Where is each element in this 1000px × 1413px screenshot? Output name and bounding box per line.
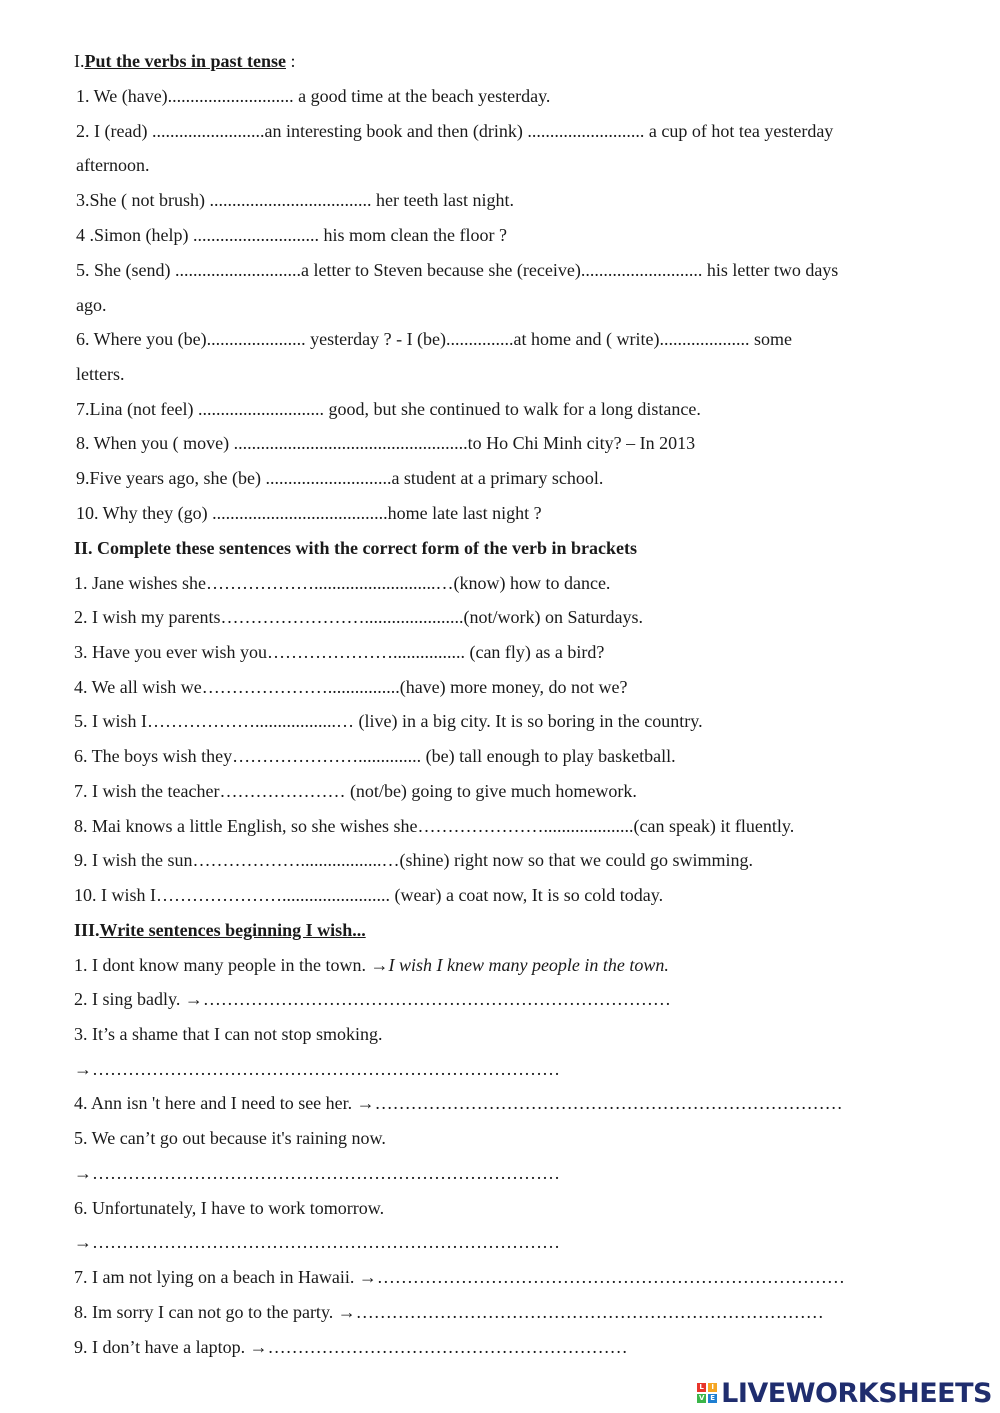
section1-line-5-cont: ago. [76,295,107,315]
section1-line-6: 6. Where you (be)...................... yesterday ? - I (be)...............at home and ( write).................... some [76,329,792,349]
section1-line-9: 9.Five years ago, she (be) ............................a student at a primary school. [76,468,604,488]
arrow-icon: → [370,955,389,975]
section3-line-5-answer: →…………………………………………………………………… [74,1163,560,1183]
section1-line-5: 5. She (send) ............................a letter to Steven because she (receive)........................... his letter two days [76,260,839,280]
section3-example [74,954,954,978]
section1-line-7: 7.Lina (not feel) ............................ good, but she continued to walk for a long distance. [76,399,701,419]
section3-example-prompt: 1. I dont know many people in the town. [74,955,371,975]
section1-heading [74,50,954,74]
section3-line-7: 7. I am not lying on a beach in Hawaii. →…………………………………………………………………… [74,1267,845,1287]
logo-cell-v: V [698,1394,705,1402]
section2-line-4: 4. We all wish we…………………................(have) more money, do not we? [74,677,628,697]
section1-line-2-cont: afternoon. [76,155,150,175]
liveworksheets-logo-icon [697,1383,717,1403]
section2-line-7: 7. I wish the teacher………………… (not/be) going to give much homework. [74,781,637,801]
section1-line-10: 10. Why they (go) .......................................home late last night ? [76,503,542,523]
section3-line-3: 3. It’s a shame that I can not stop smoking. [74,1024,383,1044]
section3-title: Write sentences beginning I wish... [99,920,366,940]
section3-line-5: 5. We can’t go out because it's raining now. [74,1128,386,1148]
section2-title: II. Complete these sentences with the correct form of the verb in brackets [74,538,638,558]
section3-line-3-answer: →…………………………………………………………………… [74,1059,560,1079]
section2-line-1: 1. Jane wishes she………………...........................…(know) how to dance. [74,573,611,593]
section3-line-6: 6. Unfortunately, I have to work tomorrow. [74,1198,385,1218]
section1-line-1: 1. We (have)............................ a good time at the beach yesterday. [76,86,551,106]
section1-line-8: 8. When you ( move) ....................................................to Ho Chi Minh city? – In 2013 [76,433,696,453]
section2-line-2: 2. I wish my parents……………………......................(not/work) on Saturdays. [74,607,643,627]
section3-line-2: 2. I sing badly. →…………………………………………………………………… [74,989,671,1009]
section2-line-3: 3. Have you ever wish you…………………................ (can fly) as a bird? [74,642,605,662]
liveworksheets-logo [697,1378,992,1408]
section1-roman: I. [74,51,85,71]
section2-line-8: 8. Mai knows a little English, so she wishes she…………………....................(can speak) it fluently. [74,816,795,836]
section3-heading [74,919,954,943]
section2-line-5: 5. I wish I………………..................… (live) in a big city. It is so boring in the country. [74,711,703,731]
section1-line-3: 3.She ( not brush) .................................... her teeth last night. [76,190,514,210]
section3-line-9: 9. I don’t have a laptop. →…………………………………………………… [74,1337,628,1357]
section3-example-answer: I wish I knew many people in the town. [388,955,669,975]
section3-line-4: 4. Ann isn 't here and I need to see her. →…………………………………………………………………… [74,1093,843,1113]
logo-cell-l: L [697,1383,706,1392]
logo-cell-e: E [708,1394,717,1403]
section3-line-6-answer: →…………………………………………………………………… [74,1232,560,1252]
section2-line-9: 9. I wish the sun………………..................…(shine) right now so that we could go swimming. [74,850,753,870]
section3-roman: III. [74,920,100,940]
section1-colon: : [286,51,296,71]
section1-line-4: 4 .Simon (help) ............................ his mom clean the floor ? [76,225,507,245]
logo-cell-i: I [708,1383,717,1392]
section1-line-6-cont: letters. [76,364,125,384]
section2-line-6: 6. The boys wish they………………….............. (be) tall enough to play basketball. [74,746,676,766]
brand-name: LIVEWORKSHEETS [721,1377,992,1409]
section2-line-10: 10. I wish I…………………........................ (wear) a coat now, It is so cold today. [74,885,664,905]
section3-line-8: 8. Im sorry I can not go to the party. →…………………………………………………………………… [74,1302,824,1322]
section1-title: Put the verbs in past tense [84,51,286,71]
section1-line-2: 2. I (read) .........................an interesting book and then (drink) .......................... a cup of hot tea yesterday [76,121,834,141]
